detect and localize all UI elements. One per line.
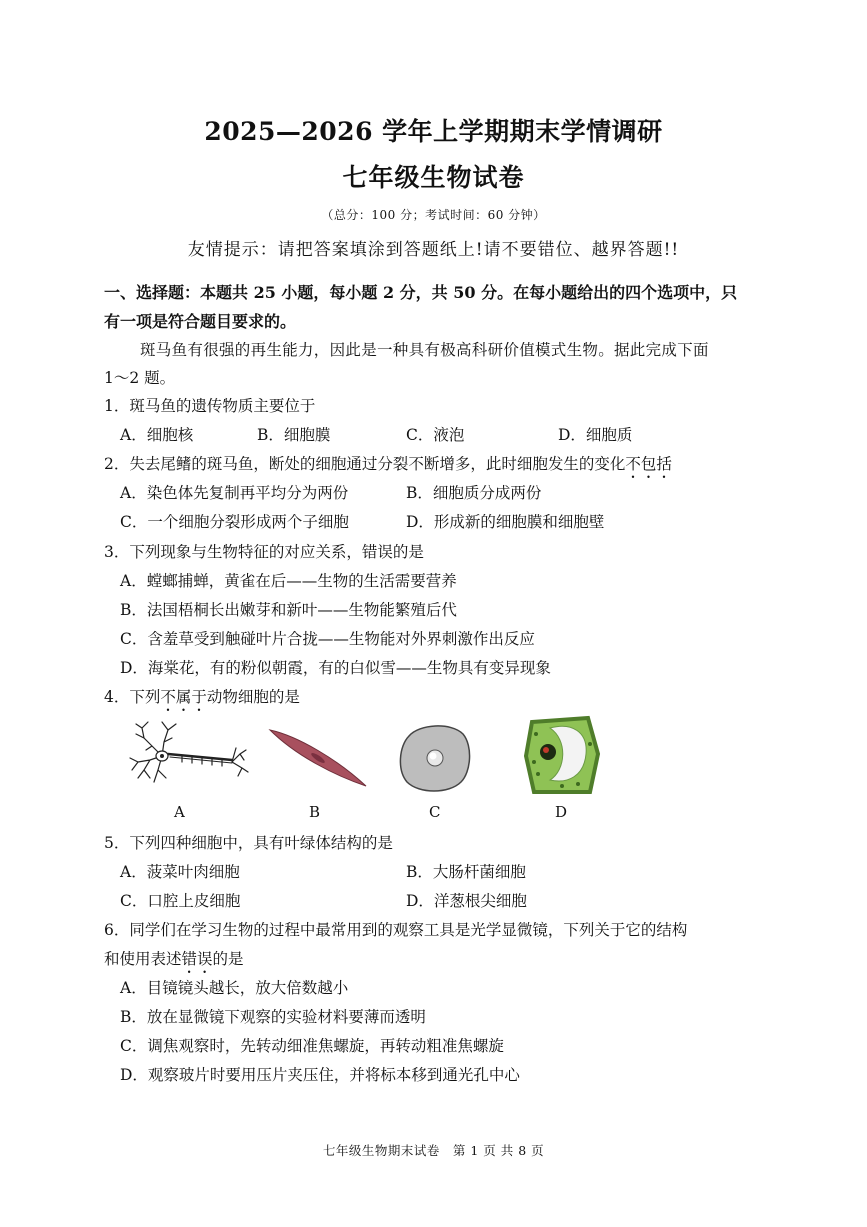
page-footer: 七年级生物期末试卷 第 1 页 共 8 页 <box>322 1143 545 1158</box>
q6-option-d: D．观察玻片时要用压片夹压住，并将标本移到通光孔中心 <box>120 1066 520 1084</box>
q1-stem: 1．斑马鱼的遗传物质主要位于 <box>104 397 316 415</box>
q1-option-b: B．细胞膜 <box>257 426 331 444</box>
q3-option-c: C．含羞草受到触碰叶片合拢——生物能对外界刺激作出反应 <box>120 630 535 648</box>
plant-cell-icon <box>522 714 602 796</box>
q3-option-d: D．海棠花，有的粉似朝霞，有的白似雪——生物具有变异现象 <box>120 659 551 677</box>
q5-stem: 5．下列四种细胞中，具有叶绿体结构的是 <box>104 834 393 852</box>
q5-option-a: A．菠菜叶肉细胞 <box>120 863 240 881</box>
q2-stem <box>104 452 672 482</box>
intro-line1: 斑马鱼有很强的再生能力，因此是一种具有极高科研价值模式生物。据此完成下面 <box>140 341 709 359</box>
q6-stem-pre: 和使用表述 <box>104 950 182 968</box>
q4-label-d: D <box>555 803 568 821</box>
q4-stem-post: 动物细胞的是 <box>206 688 300 706</box>
q2-option-a: A．染色体先复制再平均分为两份 <box>120 484 349 502</box>
q4-label-c: C <box>429 803 441 821</box>
q5-option-b: B．大肠杆菌细胞 <box>406 863 526 881</box>
q3-option-b: B．法国梧桐长出嫩芽和新叶——生物能繁殖后代 <box>120 601 457 619</box>
friendly-tip: 友情提示：请把答案填涂到答题纸上!请不要错位、越界答题!! <box>187 240 680 260</box>
exam-title: 2025—2026 学年上学期期末学情调研 <box>204 117 663 146</box>
section-heading-line1: 一、选择题：本题共 25 小题，每小题 2 分，共 50 分。在每小题给出的四个选项中，只 <box>104 283 738 302</box>
q6-stem-post: 的是 <box>212 950 244 968</box>
q6-option-c: C．调焦观察时，先转动细准焦螺旋，再转动粗准焦螺旋 <box>120 1037 504 1055</box>
q6-option-a: A．目镜镜头越长，放大倍数越小 <box>120 979 349 997</box>
q2-option-d: D．形成新的细胞膜和细胞壁 <box>406 513 605 531</box>
q3-option-a: A．螳螂捕蝉，黄雀在后——生物的生活需要营养 <box>120 572 457 590</box>
q4-stem-emphasis: 不属于 <box>160 688 207 706</box>
q1-option-a: A．细胞核 <box>120 426 194 444</box>
intro-line2: 1～2 题。 <box>104 369 176 387</box>
q4-label-a: A <box>174 803 185 821</box>
q4-label-b: B <box>309 803 321 821</box>
exam-subtitle: 七年级生物试卷 <box>342 163 525 192</box>
q2-option-b: B．细胞质分成两份 <box>406 484 542 502</box>
exam-info: （总分：100 分；考试时间：60 分钟） <box>321 208 546 222</box>
neuron-cell-icon <box>122 718 250 790</box>
q4-stem-pre: 4．下列 <box>104 688 161 706</box>
q2-stem-emphasis: 不包括 <box>625 455 672 473</box>
q6-stem-emphasis: 错误 <box>181 950 213 968</box>
q6-stem-line1: 6．同学们在学习生物的过程中最常用到的观察工具是光学显微镜，下列关于它的结构 <box>104 921 688 939</box>
section-heading-line2: 有一项是符合题目要求的。 <box>104 312 297 331</box>
q2-option-c: C．一个细胞分裂形成两个子细胞 <box>120 513 349 531</box>
q5-option-d: D．洋葱根尖细胞 <box>406 892 527 910</box>
q6-option-b: B．放在显微镜下观察的实验材料要薄而透明 <box>120 1008 426 1026</box>
q1-option-c: C．液泡 <box>406 426 465 444</box>
q5-option-c: C．口腔上皮细胞 <box>120 892 241 910</box>
q2-stem-text: 2．失去尾鳍的斑马鱼，断处的细胞通过分裂不断增多，此时细胞发生的变化 <box>104 455 626 473</box>
q6-stem-line2 <box>104 947 244 977</box>
muscle-cell-icon <box>268 726 368 790</box>
q4-stem <box>104 685 300 715</box>
animal-cell-icon <box>397 722 473 794</box>
q1-option-d: D．细胞质 <box>558 426 633 444</box>
q3-stem: 3．下列现象与生物特征的对应关系，错误的是 <box>104 543 424 561</box>
